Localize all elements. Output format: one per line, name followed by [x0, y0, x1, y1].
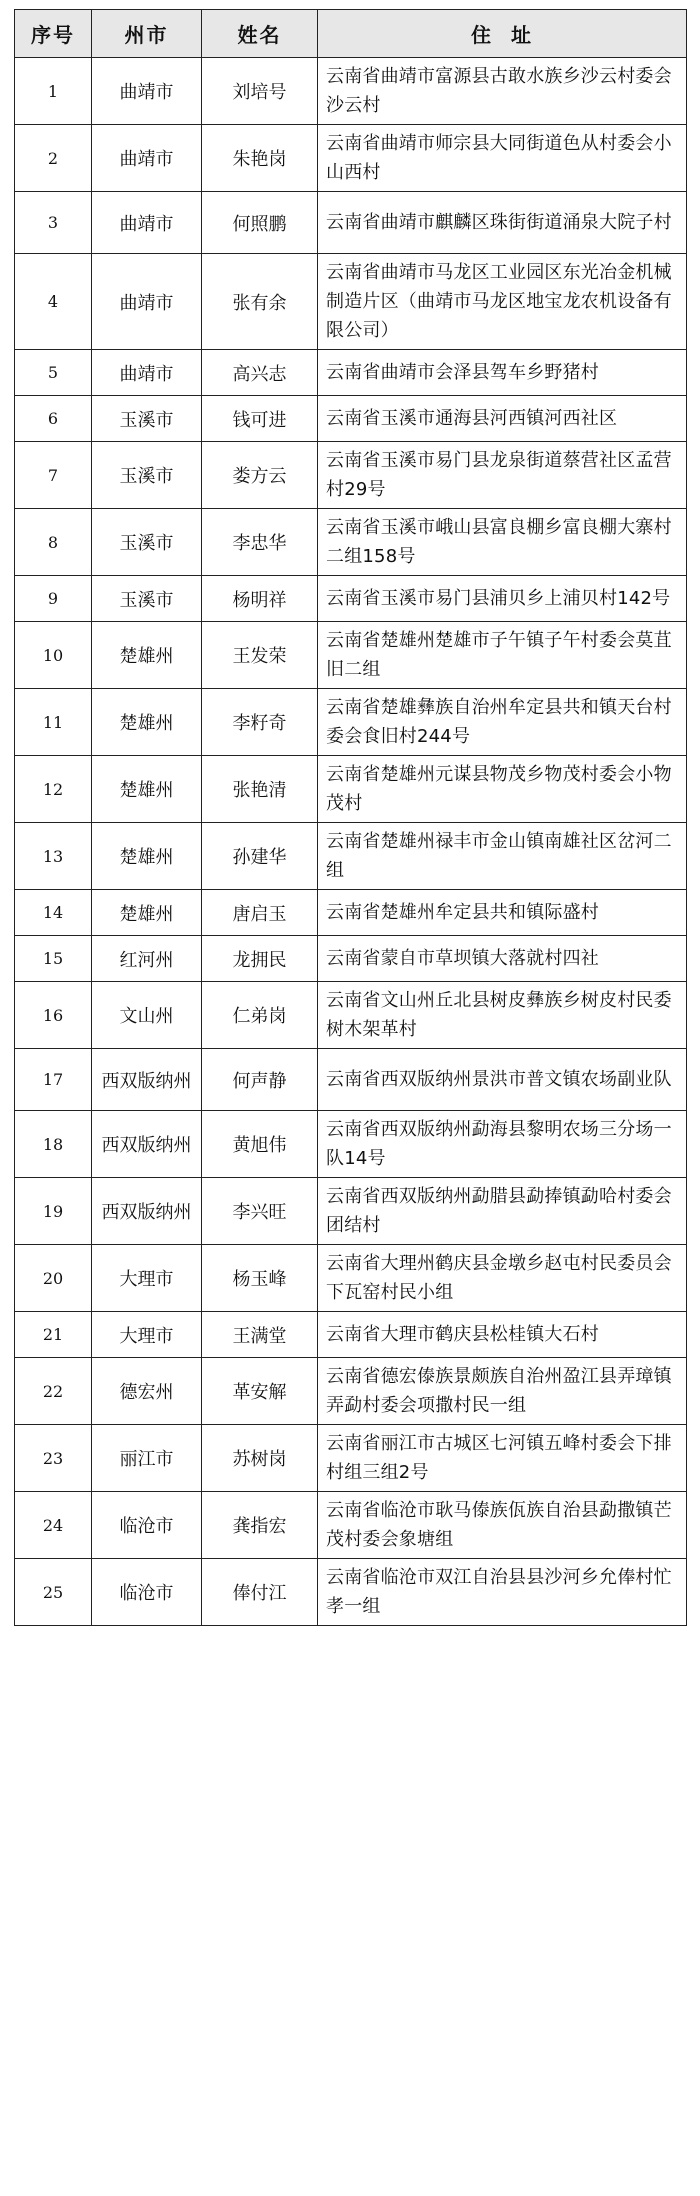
- row-address: 云南省大理市鹤庆县松桂镇大石村: [318, 1312, 687, 1358]
- row-address: 云南省临沧市耿马傣族佤族自治县勐撒镇芒茂村委会象塘组: [318, 1492, 687, 1559]
- row-number: 14: [15, 890, 92, 936]
- table-body: [15, 58, 687, 1626]
- row-address: 云南省西双版纳州景洪市普文镇农场副业队: [318, 1049, 687, 1111]
- row-city: 楚雄州: [92, 689, 202, 756]
- row-name: 钱可进: [202, 396, 318, 442]
- table-row: [15, 1245, 687, 1312]
- row-city: 临沧市: [92, 1492, 202, 1559]
- row-address: 云南省曲靖市师宗县大同街道色从村委会小山西村: [318, 125, 687, 192]
- row-city: 玉溪市: [92, 576, 202, 622]
- row-number: 5: [15, 350, 92, 396]
- row-city: 楚雄州: [92, 622, 202, 689]
- row-name: 王满堂: [202, 1312, 318, 1358]
- table-row: [15, 1111, 687, 1178]
- row-address: 云南省大理州鹤庆县金墩乡赵屯村民委员会下瓦窑村民小组: [318, 1245, 687, 1312]
- row-number: 18: [15, 1111, 92, 1178]
- row-address: 云南省西双版纳州勐腊县勐捧镇勐哈村委会团结村: [318, 1178, 687, 1245]
- table-row: [15, 350, 687, 396]
- row-city: 曲靖市: [92, 58, 202, 125]
- row-number: 13: [15, 823, 92, 890]
- table-row: [15, 1358, 687, 1425]
- address-table: [14, 9, 687, 1626]
- table-row: [15, 756, 687, 823]
- row-name: 张有余: [202, 254, 318, 350]
- table-row: [15, 982, 687, 1049]
- row-number: 9: [15, 576, 92, 622]
- row-city: 曲靖市: [92, 125, 202, 192]
- row-address: 云南省楚雄州楚雄市子午镇子午村委会莫苴旧二组: [318, 622, 687, 689]
- row-address: 云南省玉溪市易门县浦贝乡上浦贝村142号: [318, 576, 687, 622]
- header-row: [15, 10, 687, 58]
- row-city: 玉溪市: [92, 442, 202, 509]
- table-row: [15, 823, 687, 890]
- row-city: 临沧市: [92, 1559, 202, 1626]
- row-city: 西双版纳州: [92, 1049, 202, 1111]
- row-city: 大理市: [92, 1245, 202, 1312]
- table-row: [15, 1559, 687, 1626]
- row-city: 曲靖市: [92, 350, 202, 396]
- table-row: [15, 1049, 687, 1111]
- table-row: [15, 192, 687, 254]
- row-number: 12: [15, 756, 92, 823]
- row-name: 娄方云: [202, 442, 318, 509]
- row-address: 云南省玉溪市峨山县富良棚乡富良棚大寨村二组158号: [318, 509, 687, 576]
- row-number: 20: [15, 1245, 92, 1312]
- row-name: 李籽奇: [202, 689, 318, 756]
- table-row: [15, 125, 687, 192]
- row-address: 云南省丽江市古城区七河镇五峰村委会下排村组三组2号: [318, 1425, 687, 1492]
- table-row: [15, 396, 687, 442]
- table-row: [15, 936, 687, 982]
- row-city: 丽江市: [92, 1425, 202, 1492]
- row-name: 朱艳岗: [202, 125, 318, 192]
- row-address: 云南省德宏傣族景颇族自治州盈江县弄璋镇弄勐村委会项撒村民一组: [318, 1358, 687, 1425]
- row-name: 杨明祥: [202, 576, 318, 622]
- row-number: 8: [15, 509, 92, 576]
- row-name: 唐启玉: [202, 890, 318, 936]
- row-number: 4: [15, 254, 92, 350]
- row-address: 云南省蒙自市草坝镇大落就村四社: [318, 936, 687, 982]
- table-row: [15, 622, 687, 689]
- row-name: 李忠华: [202, 509, 318, 576]
- row-city: 西双版纳州: [92, 1111, 202, 1178]
- row-name: 何声静: [202, 1049, 318, 1111]
- header-city: 州市: [92, 10, 202, 58]
- row-address: 云南省曲靖市会泽县驾车乡野猪村: [318, 350, 687, 396]
- row-name: 仁弟岗: [202, 982, 318, 1049]
- table-row: [15, 442, 687, 509]
- row-address: 云南省临沧市双江自治县县沙河乡允俸村忙孝一组: [318, 1559, 687, 1626]
- row-name: 杨玉峰: [202, 1245, 318, 1312]
- row-number: 23: [15, 1425, 92, 1492]
- row-city: 德宏州: [92, 1358, 202, 1425]
- row-address: 云南省楚雄州元谋县物茂乡物茂村委会小物茂村: [318, 756, 687, 823]
- row-number: 17: [15, 1049, 92, 1111]
- row-address: 云南省文山州丘北县树皮彝族乡树皮村民委树木架革村: [318, 982, 687, 1049]
- row-number: 19: [15, 1178, 92, 1245]
- table-row: [15, 890, 687, 936]
- row-number: 16: [15, 982, 92, 1049]
- table-row: [15, 689, 687, 756]
- row-number: 6: [15, 396, 92, 442]
- row-number: 24: [15, 1492, 92, 1559]
- table-row: [15, 1178, 687, 1245]
- row-address: 云南省楚雄州禄丰市金山镇南雄社区岔河二组: [318, 823, 687, 890]
- row-address: 云南省楚雄彝族自治州牟定县共和镇天台村委会食旧村244号: [318, 689, 687, 756]
- row-name: 高兴志: [202, 350, 318, 396]
- table-row: [15, 254, 687, 350]
- table-row: [15, 1312, 687, 1358]
- row-name: 龚指宏: [202, 1492, 318, 1559]
- row-city: 大理市: [92, 1312, 202, 1358]
- row-address: 云南省楚雄州牟定县共和镇际盛村: [318, 890, 687, 936]
- row-name: 何照鹏: [202, 192, 318, 254]
- row-number: 15: [15, 936, 92, 982]
- row-city: 文山州: [92, 982, 202, 1049]
- row-number: 1: [15, 58, 92, 125]
- table-row: [15, 1425, 687, 1492]
- row-name: 黄旭伟: [202, 1111, 318, 1178]
- row-name: 刘培号: [202, 58, 318, 125]
- row-number: 25: [15, 1559, 92, 1626]
- row-name: 龙拥民: [202, 936, 318, 982]
- row-name: 张艳清: [202, 756, 318, 823]
- row-address: 云南省玉溪市通海县河西镇河西社区: [318, 396, 687, 442]
- table-row: [15, 1492, 687, 1559]
- row-city: 西双版纳州: [92, 1178, 202, 1245]
- row-number: 2: [15, 125, 92, 192]
- row-address: 云南省西双版纳州勐海县黎明农场三分场一队14号: [318, 1111, 687, 1178]
- row-name: 李兴旺: [202, 1178, 318, 1245]
- header-name: 姓名: [202, 10, 318, 58]
- row-city: 楚雄州: [92, 756, 202, 823]
- row-address: 云南省曲靖市富源县古敢水族乡沙云村委会沙云村: [318, 58, 687, 125]
- row-city: 曲靖市: [92, 192, 202, 254]
- row-number: 21: [15, 1312, 92, 1358]
- row-number: 11: [15, 689, 92, 756]
- table-row: [15, 576, 687, 622]
- row-city: 玉溪市: [92, 509, 202, 576]
- row-city: 红河州: [92, 936, 202, 982]
- row-address: 云南省曲靖市麒麟区珠街街道涌泉大院子村: [318, 192, 687, 254]
- row-name: 苏树岗: [202, 1425, 318, 1492]
- row-name: 孙建华: [202, 823, 318, 890]
- header-no: 序号: [15, 10, 92, 58]
- address-table-sheet: [14, 9, 686, 1626]
- header-address: 住 址: [318, 10, 687, 58]
- row-number: 7: [15, 442, 92, 509]
- table-row: [15, 509, 687, 576]
- row-city: 玉溪市: [92, 396, 202, 442]
- row-address: 云南省曲靖市马龙区工业园区东光冶金机械制造片区（曲靖市马龙区地宝龙农机设备有限公司）: [318, 254, 687, 350]
- row-name: 王发荣: [202, 622, 318, 689]
- row-city: 曲靖市: [92, 254, 202, 350]
- row-name: 革安解: [202, 1358, 318, 1425]
- row-address: 云南省玉溪市易门县龙泉街道蔡营社区孟营村29号: [318, 442, 687, 509]
- table-row: [15, 58, 687, 125]
- row-number: 22: [15, 1358, 92, 1425]
- row-number: 3: [15, 192, 92, 254]
- row-number: 10: [15, 622, 92, 689]
- row-name: 俸付江: [202, 1559, 318, 1626]
- row-city: 楚雄州: [92, 823, 202, 890]
- row-city: 楚雄州: [92, 890, 202, 936]
